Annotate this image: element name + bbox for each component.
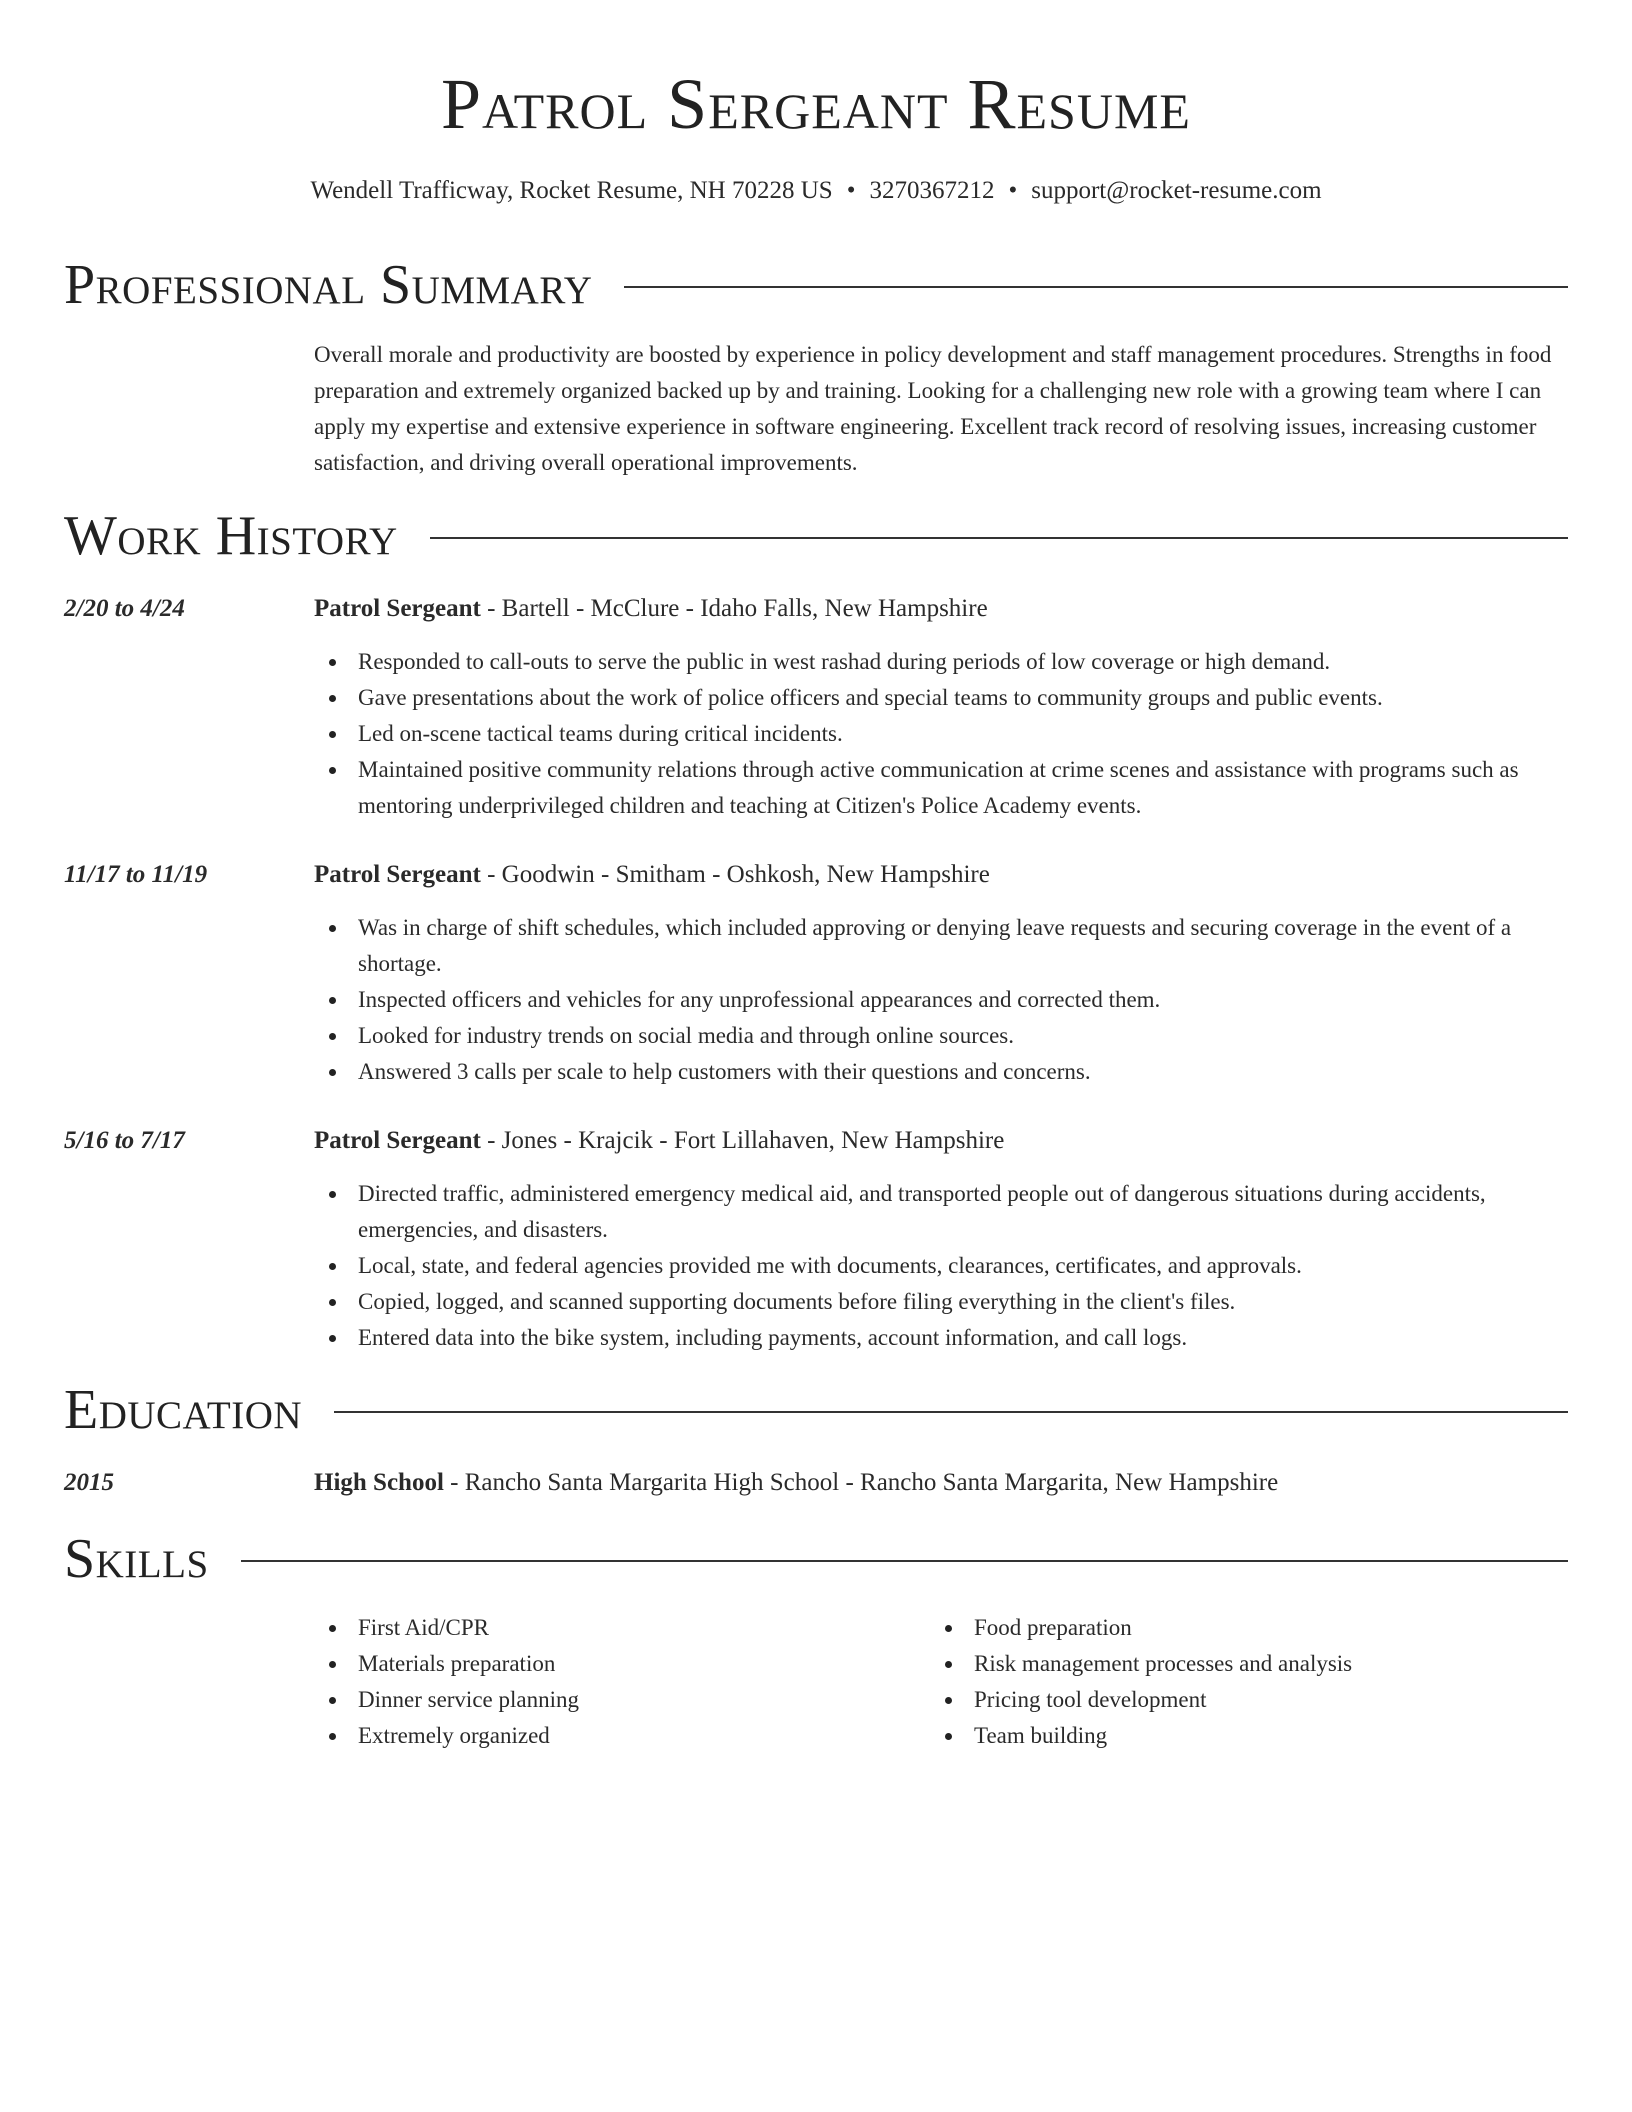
job-duty: Responded to call-outs to serve the public in west rashad during periods of low coverage or high demand. <box>314 644 1568 680</box>
contact-address: Wendell Trafficway, Rocket Resume, NH 70228 US <box>310 177 833 204</box>
job-duties-list <box>314 910 1568 1090</box>
job-title: Patrol Sergeant <box>314 861 481 888</box>
education-section-header <box>64 1378 1568 1442</box>
education-degree: High School <box>314 1469 444 1496</box>
skills-heading: Skills <box>64 1528 209 1590</box>
summary-heading: Professional Summary <box>64 254 593 316</box>
job-duty: Maintained positive community relations through active communication at crime scenes and assistance with programs such as mentoring underprivileged children and teaching at Citizen's Police Academy events. <box>314 752 1568 824</box>
summary-section-header <box>64 253 1568 317</box>
skills-column-2 <box>930 1610 1530 1754</box>
section-divider <box>624 286 1568 288</box>
skill-item: Risk management processes and analysis <box>930 1646 1530 1682</box>
skill-item: Food preparation <box>930 1610 1530 1646</box>
job-employer-location: - Goodwin - Smitham - Oshkosh, New Hampshire <box>480 861 990 888</box>
skill-item: Team building <box>930 1718 1530 1754</box>
contact-line <box>0 174 1632 208</box>
job-duty: Local, state, and federal agencies provided me with documents, clearances, certificates, and approvals. <box>314 1248 1568 1284</box>
education-heading-line <box>314 1466 1568 1500</box>
work-history-section-header <box>64 504 1568 568</box>
section-divider <box>334 1411 1568 1413</box>
job-title: Patrol Sergeant <box>314 595 481 622</box>
job-duty: Copied, logged, and scanned supporting documents before filing everything in the client's files. <box>314 1284 1568 1320</box>
education-year: 2015 <box>64 1469 114 1496</box>
education-school-location: - Rancho Santa Margarita High School - Rancho Santa Margarita, New Hampshire <box>443 1469 1279 1496</box>
skills-column-1 <box>314 1610 914 1754</box>
contact-separator: • <box>1008 177 1018 204</box>
section-divider <box>241 1560 1568 1562</box>
skill-item: Extremely organized <box>314 1718 914 1754</box>
job-duty: Answered 3 calls per scale to help customers with their questions and concerns. <box>314 1054 1568 1090</box>
summary-text: Overall morale and productivity are boosted by experience in policy development and staff management procedures. Strengths in food preparation and extremely organized backed up by and training. Looking for a challenging new role with a growing team where I can apply my expertise and extensive experience in software engineering. Excellent track record of resolving issues, increasing customer satisfaction, and driving overall operational improvements. <box>314 342 1552 475</box>
contact-email: support@rocket-resume.com <box>1031 177 1322 204</box>
job-title: Patrol Sergeant <box>314 1127 481 1154</box>
skills-section-header <box>64 1527 1568 1591</box>
education-heading: Education <box>64 1379 303 1441</box>
job-heading <box>314 1124 1568 1158</box>
job-duty: Directed traffic, administered emergency medical aid, and transported people out of dangerous situations during accidents, emergencies, and disasters. <box>314 1176 1568 1248</box>
skill-item: First Aid/CPR <box>314 1610 914 1646</box>
contact-separator: • <box>846 177 856 204</box>
job-dates: 5/16 to 7/17 <box>64 1127 185 1154</box>
skill-item: Materials preparation <box>314 1646 914 1682</box>
job-heading <box>314 858 1568 892</box>
job-duties-list <box>314 1176 1568 1356</box>
skill-item: Pricing tool development <box>930 1682 1530 1718</box>
job-duty: Led on-scene tactical teams during critical incidents. <box>314 716 1568 752</box>
job-dates: 11/17 to 11/19 <box>64 861 208 888</box>
job-duty: Entered data into the bike system, including payments, account information, and call logs. <box>314 1320 1568 1356</box>
skill-item: Dinner service planning <box>314 1682 914 1718</box>
work-history-heading: Work History <box>64 505 398 567</box>
job-heading <box>314 592 1568 626</box>
contact-phone: 3270367212 <box>869 177 995 204</box>
resume-title: Patrol Sergeant Resume <box>441 64 1191 144</box>
job-dates: 2/20 to 4/24 <box>64 595 185 622</box>
job-duty: Looked for industry trends on social media and through online sources. <box>314 1018 1568 1054</box>
job-employer-location: - Bartell - McClure - Idaho Falls, New Hampshire <box>480 595 988 622</box>
job-duty: Was in charge of shift schedules, which included approving or denying leave requests and securing coverage in the event of a shortage. <box>314 910 1568 982</box>
job-duty: Gave presentations about the work of police officers and special teams to community groups and public events. <box>314 680 1568 716</box>
section-divider <box>430 537 1568 539</box>
job-duty: Inspected officers and vehicles for any unprofessional appearances and corrected them. <box>314 982 1568 1018</box>
job-duties-list <box>314 644 1568 824</box>
job-employer-location: - Jones - Krajcik - Fort Lillahaven, New Hampshire <box>480 1127 1005 1154</box>
